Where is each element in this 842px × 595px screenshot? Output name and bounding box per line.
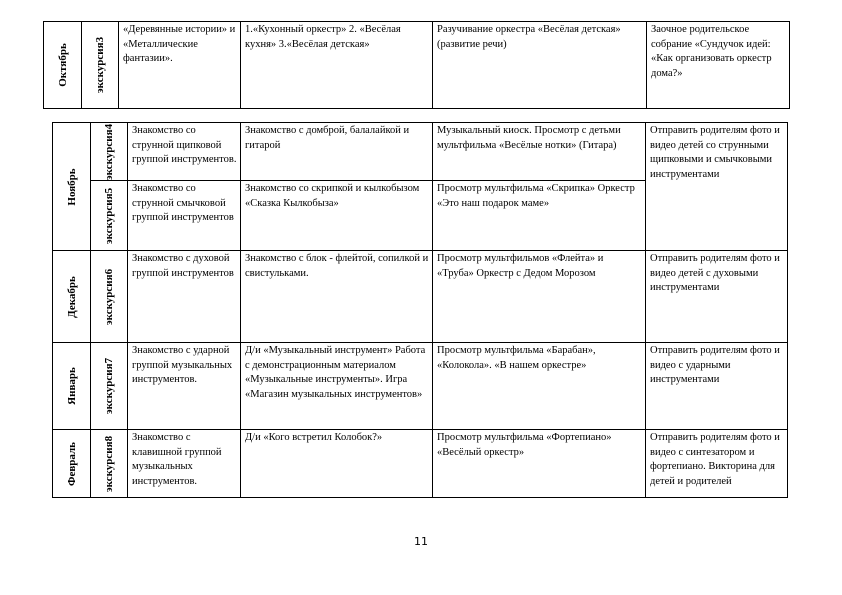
excursion-cell bbox=[82, 22, 119, 109]
topic-cell: «Деревянные истории» и «Металлические фантазии». bbox=[119, 22, 241, 109]
excursion-label: экскурсия6 bbox=[103, 268, 115, 325]
activities-cell: Д/и «Кого встретил Колобок?» bbox=[241, 430, 433, 498]
parents-cell: Отправить родителям фото и видео с ударными инструментами bbox=[646, 343, 788, 430]
media-cell: Просмотр мультфильмов «Флейта» и «Труба» Оркестр с Дедом Морозом bbox=[433, 251, 646, 343]
month-label: Ноябрь bbox=[65, 167, 78, 206]
month-cell-december bbox=[53, 251, 91, 343]
activities-cell: Д/и «Музыкальный инструмент» Работа с демонстрационным материалом «Музыкальные инструменты». Игра «Магазин музыкальных инструментов» bbox=[241, 343, 433, 430]
parents-cell: Отправить родителям фото и видео детей со струнными щипковыми и смычковыми инструментами bbox=[646, 123, 788, 251]
parents-cell: Отправить родителям фото и видео с синтезатором и фортепиано. Викторина для детей и родителей bbox=[646, 430, 788, 498]
media-cell: Разучивание оркестра «Весёлая детская» (развитие речи) bbox=[433, 22, 647, 109]
topic-cell: Знакомство с клавишной группой музыкальных инструментов. bbox=[128, 430, 241, 498]
excursion-label: экскурсия5 bbox=[103, 187, 115, 244]
activities-cell: Знакомство с домброй, балалайкой и гитарой bbox=[241, 123, 433, 181]
excursion-cell bbox=[91, 181, 128, 251]
excursion-cell bbox=[91, 123, 128, 181]
media-cell: Музыкальный киоск. Просмотр с детьми мультфильма «Весёлые нотки» (Гитара) bbox=[433, 123, 646, 181]
topic-cell: Знакомство со струнной щипковой группой инструментов. bbox=[128, 123, 241, 181]
activities-cell: 1.«Кухонный оркестр» 2. «Весёлая кухня» 3.«Весёлая детская» bbox=[241, 22, 433, 109]
topic-cell: Знакомство с ударной группой музыкальных инструментов. bbox=[128, 343, 241, 430]
activities-cell: Знакомство со скрипкой и кылкобызом «Сказка Кылкобыза» bbox=[241, 181, 433, 251]
topic-cell: Знакомство с духовой группой инструментов bbox=[128, 251, 241, 343]
excursion-cell bbox=[91, 430, 128, 498]
media-cell: Просмотр мультфильма «Скрипка» Оркестр «Это наш подарок маме» bbox=[433, 181, 646, 251]
excursion-label: экскурсия4 bbox=[103, 123, 115, 180]
month-cell-january bbox=[53, 343, 91, 430]
month-label: Октябрь bbox=[56, 43, 69, 87]
excursion-label: экскурсия8 bbox=[103, 435, 115, 492]
month-cell-october bbox=[44, 22, 82, 109]
activities-cell: Знакомство с блок - флейтой, сопилкой и свистульками. bbox=[241, 251, 433, 343]
schedule-table bbox=[52, 122, 788, 498]
october-table bbox=[43, 21, 790, 109]
month-label: Январь bbox=[65, 367, 78, 405]
month-label: Декабрь bbox=[65, 275, 78, 318]
page-number: 11 bbox=[414, 535, 428, 548]
topic-cell: Знакомство со струнной смычковой группой инструментов bbox=[128, 181, 241, 251]
media-cell: Просмотр мультфильма «Барабан», «Колокола». «В нашем оркестре» bbox=[433, 343, 646, 430]
parents-cell: Отправить родителям фото и видео детей с духовыми инструментами bbox=[646, 251, 788, 343]
excursion-label: экскурсия7 bbox=[103, 357, 115, 415]
excursion-cell bbox=[91, 343, 128, 430]
excursion-cell bbox=[91, 251, 128, 343]
media-cell: Просмотр мультфильма «Фортепиано» «Весёлый оркестр» bbox=[433, 430, 646, 498]
month-label: Февраль bbox=[65, 441, 78, 486]
month-cell-february bbox=[53, 430, 91, 498]
excursion-label: экскурсия3 bbox=[94, 36, 106, 94]
month-cell-november bbox=[53, 123, 91, 251]
parents-cell: Заочное родительское собрание «Сундучок идей: «Как организовать оркестр дома?» bbox=[647, 22, 790, 109]
